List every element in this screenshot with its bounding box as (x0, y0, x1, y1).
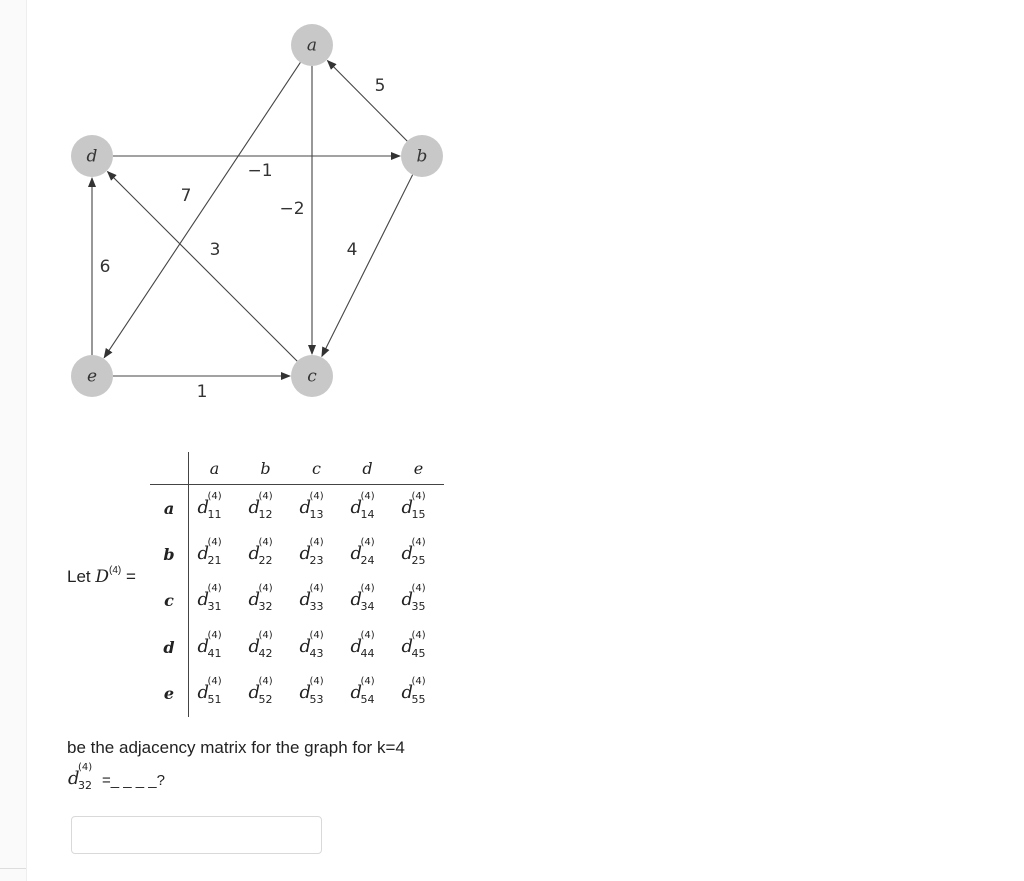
matrix-entry: d (4) 41 (197, 629, 222, 660)
edge-weight-e-d: 6 (99, 257, 111, 277)
question-line (66, 762, 266, 794)
matrix-cell (189, 671, 241, 717)
matrix-entry: d (4) 23 (299, 537, 324, 568)
matrix-row (150, 578, 444, 624)
matrix-entry: d (4) 45 (401, 629, 426, 660)
node-label-b: b (416, 146, 428, 167)
column-header-d: d (342, 452, 393, 485)
matrix-entry: d (4) 11 (197, 490, 222, 521)
matrix-cell (189, 624, 241, 670)
edge-weight-a-e: 7 (180, 186, 192, 206)
matrix-entry: d (4) 54 (350, 676, 375, 707)
column-header-e: e (393, 452, 444, 485)
matrix-cell (342, 624, 393, 670)
matrix-entry: d (4) 12 (248, 490, 273, 521)
matrix-entry: d (4) 55 (401, 676, 426, 707)
matrix-row (150, 485, 444, 532)
matrix-table (150, 452, 444, 717)
matrix-cell (240, 531, 291, 577)
matrix-entry: d (4) 44 (350, 629, 375, 660)
problem-statement: be the adjacency matrix for the graph for k=4 (67, 738, 405, 757)
matrix-cell (240, 624, 291, 670)
matrix-cell (291, 671, 342, 717)
question-entry: d (4) 32 (68, 762, 93, 792)
matrix-entry: d (4) 51 (197, 676, 222, 707)
matrix-entry: d (4) 34 (350, 583, 375, 614)
matrix-entry: d (4) 35 (401, 583, 426, 614)
divider (0, 868, 26, 869)
node-label-c: c (307, 366, 317, 387)
matrix-cell (291, 624, 342, 670)
matrix-cell (240, 485, 291, 532)
matrix-entry: d (4) 13 (299, 490, 324, 521)
matrix-intro (67, 565, 136, 587)
matrix-cell (393, 531, 444, 577)
matrix-cell (189, 531, 241, 577)
row-header-a: a (150, 485, 189, 532)
edge-b-c (322, 175, 413, 357)
matrix-entry: d (4) 32 (248, 583, 273, 614)
answer-input[interactable] (71, 816, 322, 854)
matrix-corner (150, 452, 189, 485)
row-header-d: d (150, 624, 189, 670)
edge-weight-a-c: −2 (279, 199, 305, 219)
edge-weight-d-b: −1 (247, 161, 273, 181)
matrix-cell (393, 485, 444, 532)
column-header-c: c (291, 452, 342, 485)
column-header-a: a (189, 452, 241, 485)
matrix-cell (342, 485, 393, 532)
equals-sign: = (125, 567, 136, 586)
edge-c-d (108, 172, 298, 362)
edge-weight-b-c: 4 (346, 240, 358, 260)
matrix-row (150, 671, 444, 717)
matrix-entry: d (4) 33 (299, 583, 324, 614)
matrix-name: D (95, 567, 110, 587)
distance-matrix (150, 452, 444, 717)
edge-weight-e-c: 1 (196, 382, 208, 402)
node-label-d: d (86, 146, 98, 167)
matrix-row (150, 531, 444, 577)
directed-graph (0, 0, 500, 420)
matrix-cell (393, 578, 444, 624)
matrix-entry: d (4) 43 (299, 629, 324, 660)
edge-a-e (104, 62, 300, 357)
row-header-e: e (150, 671, 189, 717)
matrix-cell (291, 531, 342, 577)
row-header-c: c (150, 578, 189, 624)
matrix-cell (342, 531, 393, 577)
matrix-entry: d (4) 21 (197, 537, 222, 568)
row-header-b: b (150, 531, 189, 577)
matrix-entry: d (4) 53 (299, 676, 324, 707)
column-header-b: b (240, 452, 291, 485)
matrix-entry: d (4) 22 (248, 537, 273, 568)
node-label-a: a (306, 35, 318, 56)
node-label-e: e (86, 366, 98, 387)
edge-weight-c-d: 3 (209, 240, 221, 260)
matrix-cell (240, 578, 291, 624)
matrix-superscript: (4) (109, 565, 122, 576)
edge-weight-b-a: 5 (374, 76, 386, 96)
question-blank: =_ _ _ _? (102, 772, 165, 789)
matrix-cell (342, 578, 393, 624)
matrix-cell (393, 671, 444, 717)
edge-b-a (327, 61, 407, 141)
matrix-entry: d (4) 14 (350, 490, 375, 521)
let-word: Let (67, 567, 91, 586)
matrix-cell (291, 578, 342, 624)
matrix-cell (189, 485, 241, 532)
matrix-entry: d (4) 25 (401, 537, 426, 568)
matrix-entry: d (4) 42 (248, 629, 273, 660)
matrix-entry: d (4) 15 (401, 490, 426, 521)
matrix-entry: d (4) 31 (197, 583, 222, 614)
matrix-entry: d (4) 24 (350, 537, 375, 568)
matrix-cell (240, 671, 291, 717)
matrix-row (150, 624, 444, 670)
matrix-cell (342, 671, 393, 717)
matrix-entry: d (4) 52 (248, 676, 273, 707)
matrix-cell (393, 624, 444, 670)
matrix-cell (291, 485, 342, 532)
matrix-cell (189, 578, 241, 624)
